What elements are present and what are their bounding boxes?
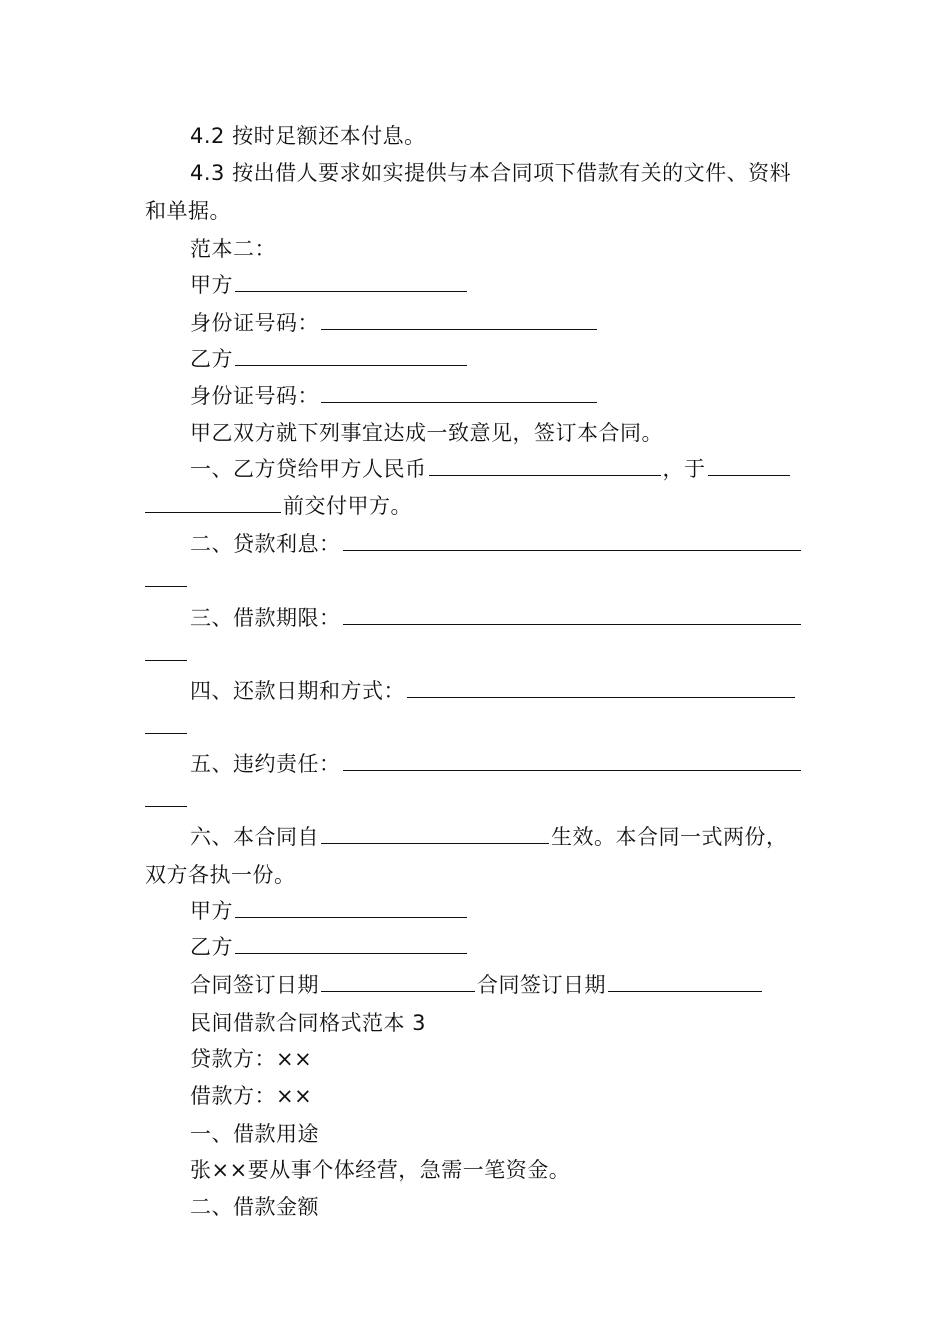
sign-party-b	[190, 935, 469, 959]
date-blank-cont	[145, 494, 281, 513]
sign-date-label-a: 合同签订日期	[190, 973, 319, 997]
sign-date-blank-a	[321, 973, 475, 992]
party-b-label: 乙方	[190, 347, 233, 371]
date-blank	[708, 457, 790, 476]
sign-date-row	[190, 973, 764, 997]
sign-date-label-b: 合同签订日期	[477, 973, 606, 997]
clause-1-cont	[145, 494, 412, 518]
clause-2	[190, 532, 803, 556]
sign-party-a-label: 甲方	[190, 899, 233, 923]
clause-4-label: 四、还款日期和方式：	[190, 679, 405, 703]
interest-blank-cont	[145, 586, 187, 587]
clause-6-mid: 生效。本合同一式两份，	[551, 825, 788, 849]
template-three-title: 民间借款合同格式范本 3	[190, 1011, 427, 1035]
sign-date-blank-b	[608, 973, 762, 992]
repayment-blank-cont	[145, 733, 187, 734]
lender-line: 贷款方：××	[190, 1047, 313, 1071]
effective-blank	[321, 825, 549, 844]
sign-party-b-blank	[235, 935, 467, 954]
clause-5-label: 五、违约责任：	[190, 752, 341, 776]
party-a-row	[190, 273, 469, 297]
sign-party-a	[190, 899, 469, 923]
section-amount-heading: 二、借款金额	[190, 1195, 319, 1219]
liability-blank-cont	[145, 806, 187, 807]
id-row-a	[190, 311, 599, 335]
id-label-b: 身份证号码：	[190, 384, 319, 408]
amount-blank	[429, 457, 661, 476]
interest-blank	[343, 532, 801, 551]
clause-1-end: 前交付甲方。	[283, 494, 412, 518]
party-a-blank	[235, 273, 467, 292]
clause-4-2: 4.2 按时足额还本付息。	[190, 124, 426, 148]
section-purpose-text: 张××要从事个体经营，急需一笔资金。	[190, 1158, 571, 1182]
clause-4	[190, 679, 797, 703]
clause-4-3: 4.3 按出借人要求如实提供与本合同项下借款有关的文件、资料	[190, 161, 792, 185]
term-blank-cont	[145, 660, 187, 661]
clause-5	[190, 752, 803, 776]
id-label-a: 身份证号码：	[190, 311, 319, 335]
clause-3	[190, 606, 803, 630]
repayment-blank	[407, 679, 795, 698]
template-two-heading: 范本二：	[190, 237, 276, 261]
id-blank-a	[321, 311, 597, 330]
id-row-b	[190, 384, 599, 408]
party-b-blank	[235, 347, 467, 366]
clause-1	[190, 457, 792, 481]
term-blank	[343, 606, 801, 625]
party-b-row	[190, 347, 469, 371]
sign-party-a-blank	[235, 899, 467, 918]
clause-6	[190, 825, 788, 849]
party-a-label: 甲方	[190, 273, 233, 297]
id-blank-b	[321, 384, 597, 403]
section-purpose-heading: 一、借款用途	[190, 1122, 319, 1146]
clause-1-text: 一、乙方贷给甲方人民币	[190, 457, 427, 481]
clause-4-3-cont: 和单据。	[145, 199, 231, 223]
agreement-statement: 甲乙双方就下列事宜达成一致意见，签订本合同。	[190, 421, 663, 445]
sign-party-b-label: 乙方	[190, 935, 233, 959]
clause-2-label: 二、贷款利息：	[190, 532, 341, 556]
liability-blank	[343, 752, 801, 771]
borrower-line: 借款方：××	[190, 1084, 313, 1108]
clause-6-cont: 双方各执一份。	[145, 863, 296, 887]
clause-6-text: 六、本合同自	[190, 825, 319, 849]
clause-1-mid: ，于	[662, 457, 706, 481]
clause-3-label: 三、借款期限：	[190, 606, 341, 630]
